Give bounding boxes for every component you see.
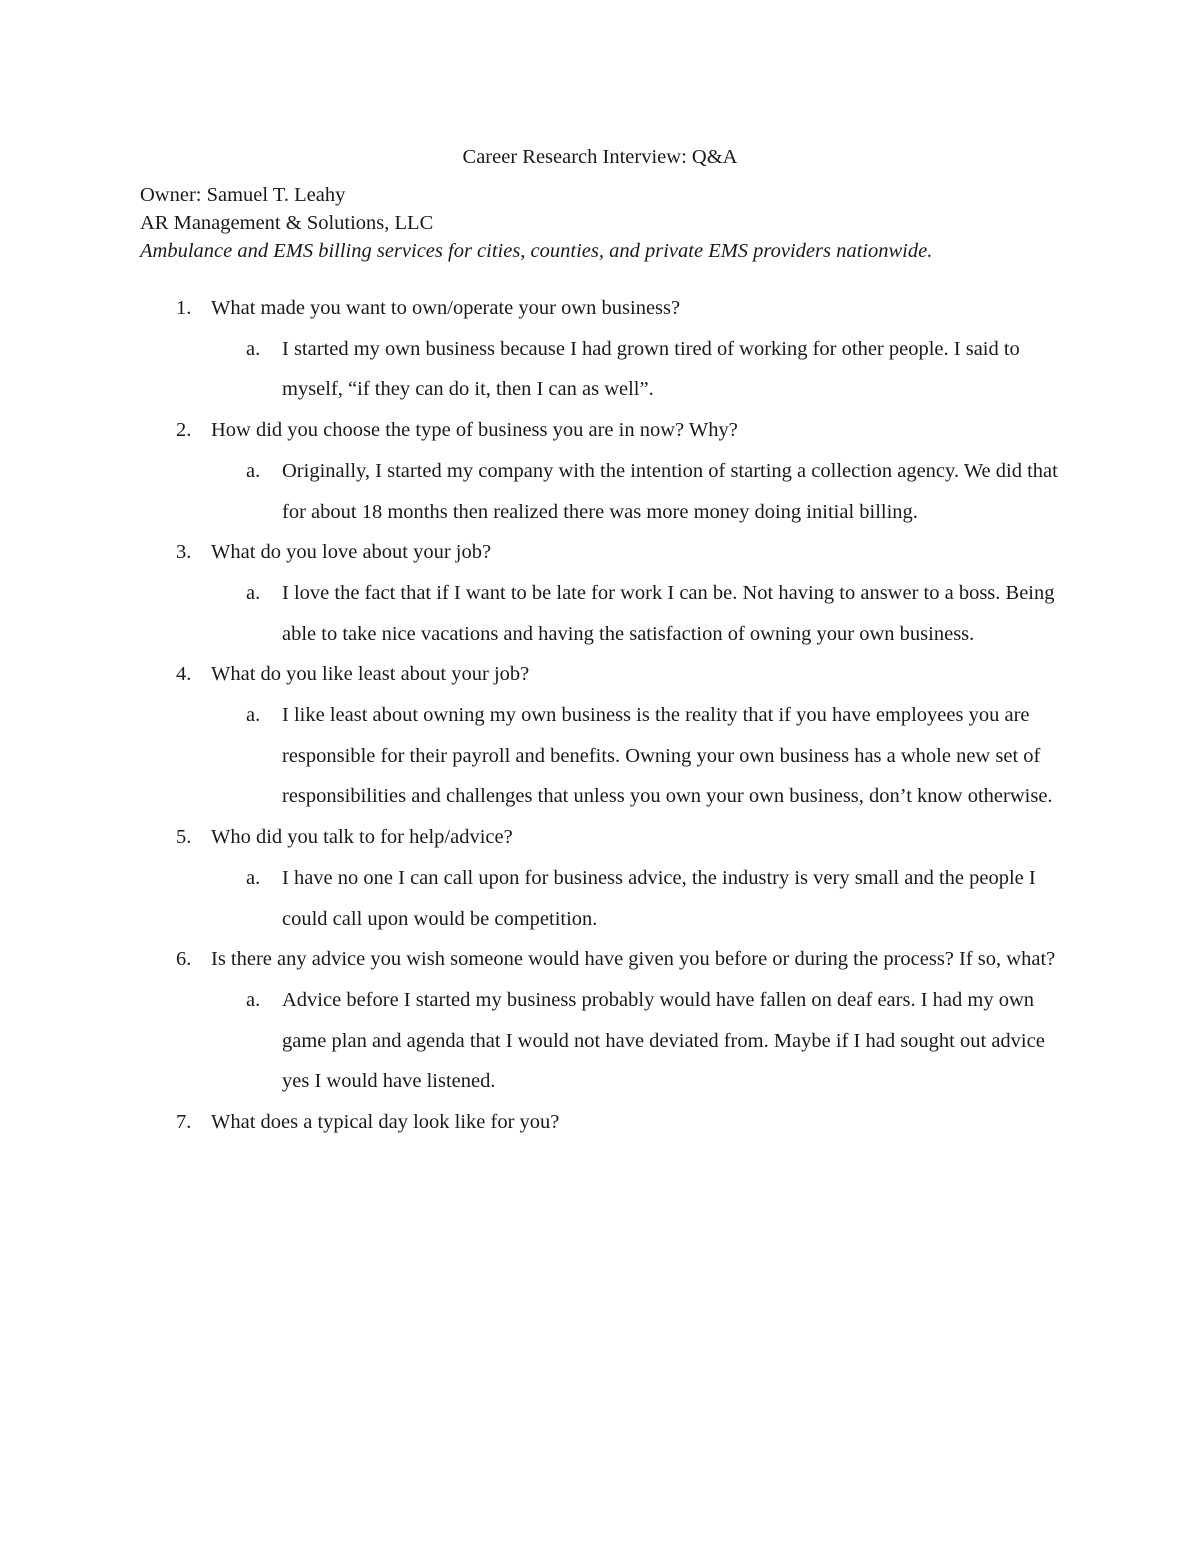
question-number: 7. (176, 1111, 192, 1134)
question-text: Is there any advice you wish someone would have given you before or during the process? If so, what? (211, 948, 1056, 971)
answer-item (0, 573, 1062, 654)
answer-text: Originally, I started my company with the intention of starting a collection agency. We did that for about 18 months then realized there was more money doing initial billing. (282, 459, 1058, 523)
answer-text: I love the fact that if I want to be late for work I can be. Not having to answer to a boss. Being able to take nice vacations and having the satisfaction of owning your own business. (282, 581, 1055, 645)
question-item (0, 410, 1071, 451)
question-number: 2. (176, 419, 192, 442)
question-number: 1. (176, 297, 192, 319)
answer-item (0, 980, 1062, 1102)
answer-letter: a. (246, 459, 261, 482)
question-text: What do you love about your job? (211, 541, 492, 564)
question-text: What does a typical day look like for you? (211, 1111, 560, 1134)
question-item (0, 532, 1071, 573)
answer-letter: a. (246, 337, 261, 360)
answer-letter: a. (246, 581, 261, 604)
answer-text: I have no one I can call upon for business advice, the industry is very small and the people I could call upon would be competition. (282, 866, 1036, 930)
owner-line: Owner: Samuel T. Leahy (140, 184, 346, 206)
answer-text: Advice before I started my business probably would have fallen on deaf ears. I had my own game plan and agenda that I would not have deviated from. Maybe if I had sought out advice yes I would have listened. (282, 988, 1045, 1093)
question-item (0, 817, 1071, 858)
question-item (0, 288, 1071, 329)
question-text: Who did you talk to for help/advice? (211, 826, 513, 849)
question-text: What made you want to own/operate your own business? (211, 297, 681, 319)
qa-list (0, 288, 1200, 1143)
question-item (0, 654, 1071, 695)
question-item (0, 939, 1071, 980)
answer-text: I started my own business because I had grown tired of working for other people. I said to myself, “if they can do it, then I can as well”. (282, 337, 1020, 401)
answer-item (0, 451, 1062, 532)
document-title: Career Research Interview: Q&A (462, 146, 738, 168)
company-tagline: Ambulance and EMS billing services for cities, counties, and private EMS providers nationwide. (140, 240, 933, 262)
answer-item (0, 329, 1062, 410)
question-number: 3. (176, 541, 192, 564)
company-line: AR Management & Solutions, LLC (140, 212, 434, 234)
answer-letter: a. (246, 988, 261, 1011)
answer-letter: a. (246, 704, 261, 727)
question-number: 4. (176, 663, 192, 686)
question-number: 6. (176, 948, 192, 971)
document-header (140, 181, 1100, 265)
question-number: 5. (176, 826, 192, 849)
answer-item (0, 858, 1062, 939)
question-item (0, 1102, 1071, 1143)
question-text: How did you choose the type of business you are in now? Why? (211, 419, 738, 442)
question-text: What do you like least about your job? (211, 663, 530, 686)
answer-item (0, 695, 1062, 817)
answer-text: I like least about owning my own business is the reality that if you have employees you are responsible for their payroll and benefits. Owning your own business has a whole new set of responsibilities and challenges that unless you own your own business, don’t know otherwise. (282, 704, 1053, 808)
answer-letter: a. (246, 866, 261, 889)
